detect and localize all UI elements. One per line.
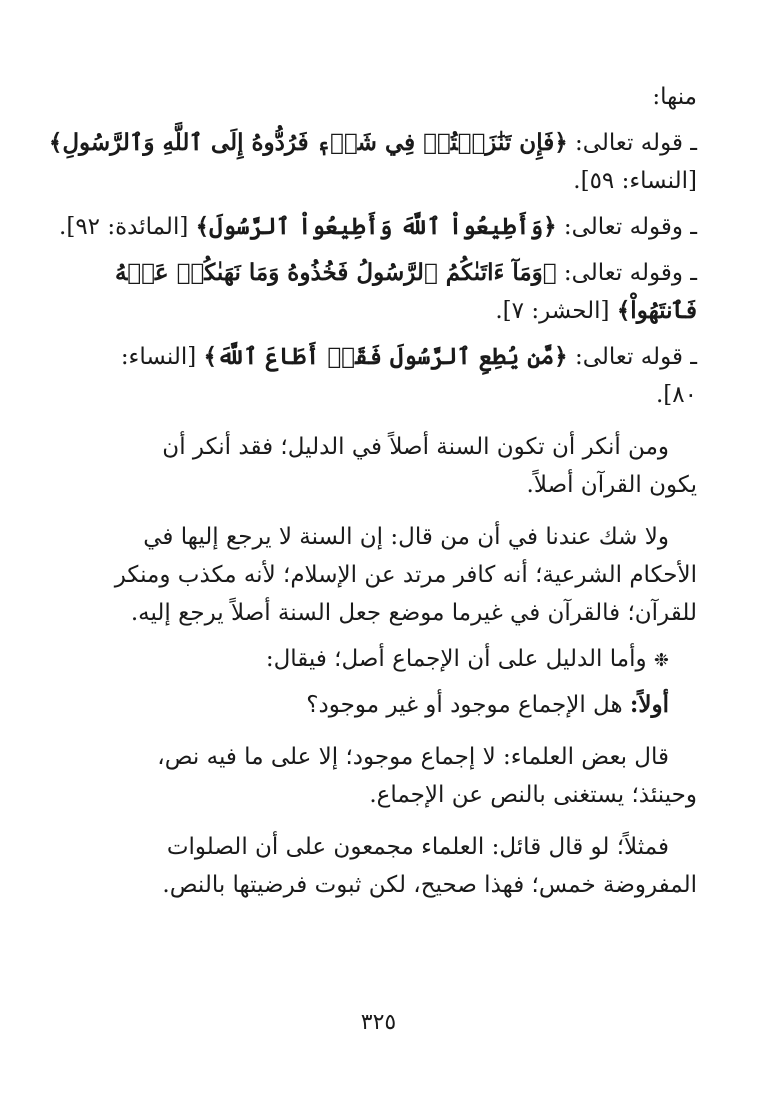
para-3-text-1: قال بعض العلماء: لا إجماع موجود؛ إلا على ما فيه نص، xyxy=(157,744,669,770)
verse-3-prefix: ـ وقوله تعالى: xyxy=(563,260,697,286)
verse-2-text: ﴿وَأَطِيعُواْ ٱللَّهَ وَأَطِيعُواْ ٱلرَّسُولَ﴾ xyxy=(195,213,557,240)
para-2-line-2 xyxy=(100,556,697,594)
para-4-line-2 xyxy=(100,866,697,904)
verse-4-prefix: ـ قوله تعالى: xyxy=(574,344,697,370)
verse-3-ref: [الحشر: ٧]. xyxy=(495,298,610,324)
para-3-text-2: وحينئذ؛ يستغنى بالنص عن الإجماع. xyxy=(369,782,697,808)
verse-3-line-1 xyxy=(100,254,697,292)
page-number: ٣٢٥ xyxy=(360,1010,397,1035)
verse-1-ref: [النساء: ٥٩]. xyxy=(573,168,697,194)
first-label: أولاً: xyxy=(629,691,669,718)
intro-text: منها: xyxy=(652,84,697,110)
para-3-line-2 xyxy=(100,776,697,814)
para-2-text-3: للقرآن؛ فالقرآن في غيرما موضع جعل السنة أصلاً يرجع إليه. xyxy=(130,600,697,626)
verse-4-text: ﴿مَّن يُطِعِ ٱلرَّسُولَ فَقَدۡ أَطَاعَ ٱللَّهَ﴾ xyxy=(203,343,568,370)
para-4-text-1: فمثلاً؛ لو قال قائل: العلماء مجمعون على أن الصلوات xyxy=(166,834,669,860)
para-4-text-2: المفروضة خمس؛ فهذا صحيح، لكن ثبوت فرضيتها بالنص. xyxy=(162,872,697,898)
verse-1-text: ﴿فَإِن تَنَٰزَعۡتُمۡ فِي شَيۡءٖ فَرُدُّوهُ إِلَى ٱللَّهِ وَٱلرَّسُولِ﴾ xyxy=(48,129,568,156)
star-icon: ❉ xyxy=(653,650,669,671)
para-1-text-2: يكون القرآن أصلاً. xyxy=(526,472,697,498)
para-1-line-2 xyxy=(100,466,697,504)
verse-2-prefix: ـ وقوله تعالى: xyxy=(563,214,697,240)
para-3-line-1 xyxy=(100,738,697,776)
verse-2-ref: [المائدة: ٩٢]. xyxy=(59,214,189,240)
verse-2-line-1 xyxy=(59,208,697,246)
first-line xyxy=(100,686,697,724)
verse-1-prefix: ـ قوله تعالى: xyxy=(574,130,697,156)
section-text: وأما الدليل على أن الإجماع أصل؛ فيقال: xyxy=(265,646,647,672)
verse-1-line-1 xyxy=(48,124,697,162)
verse-4-ref-1: [النساء: xyxy=(120,344,197,370)
verse-4-line-2 xyxy=(100,376,697,414)
verse-4-line-1 xyxy=(100,338,697,376)
verse-3-line-2 xyxy=(100,292,697,330)
para-2-line-1 xyxy=(100,518,697,556)
para-1-line-1 xyxy=(100,428,697,466)
para-2-text-1: ولا شك عندنا في أن من قال: إن السنة لا يرجع إليها في xyxy=(143,524,669,550)
para-4-line-1 xyxy=(100,828,697,866)
intro-line xyxy=(100,78,697,116)
section-line xyxy=(100,640,697,678)
verse-1-line-2 xyxy=(100,162,697,200)
para-2-line-3 xyxy=(100,594,697,632)
verse-4-ref-2: ٨٠]. xyxy=(655,382,697,408)
first-text: هل الإجماع موجود أو غير موجود؟ xyxy=(306,692,623,718)
para-2-text-2: الأحكام الشرعية؛ أنه كافر مرتد عن الإسلام؛ لأنه مكذب ومنكر xyxy=(114,562,697,588)
verse-3-text-2: فَٱنتَهُواْ﴾ xyxy=(616,297,697,324)
page-body xyxy=(48,78,697,904)
verse-3-text-1: ﴿وَمَآ ءَاتَىٰكُمُ ٱلرَّسُولُ فَخُذُوهُ وَمَا نَهَىٰكُمۡ عَنۡهُ xyxy=(114,259,557,286)
para-1-text-1: ومن أنكر أن تكون السنة أصلاً في الدليل؛ فقد أنكر أن xyxy=(162,434,669,460)
